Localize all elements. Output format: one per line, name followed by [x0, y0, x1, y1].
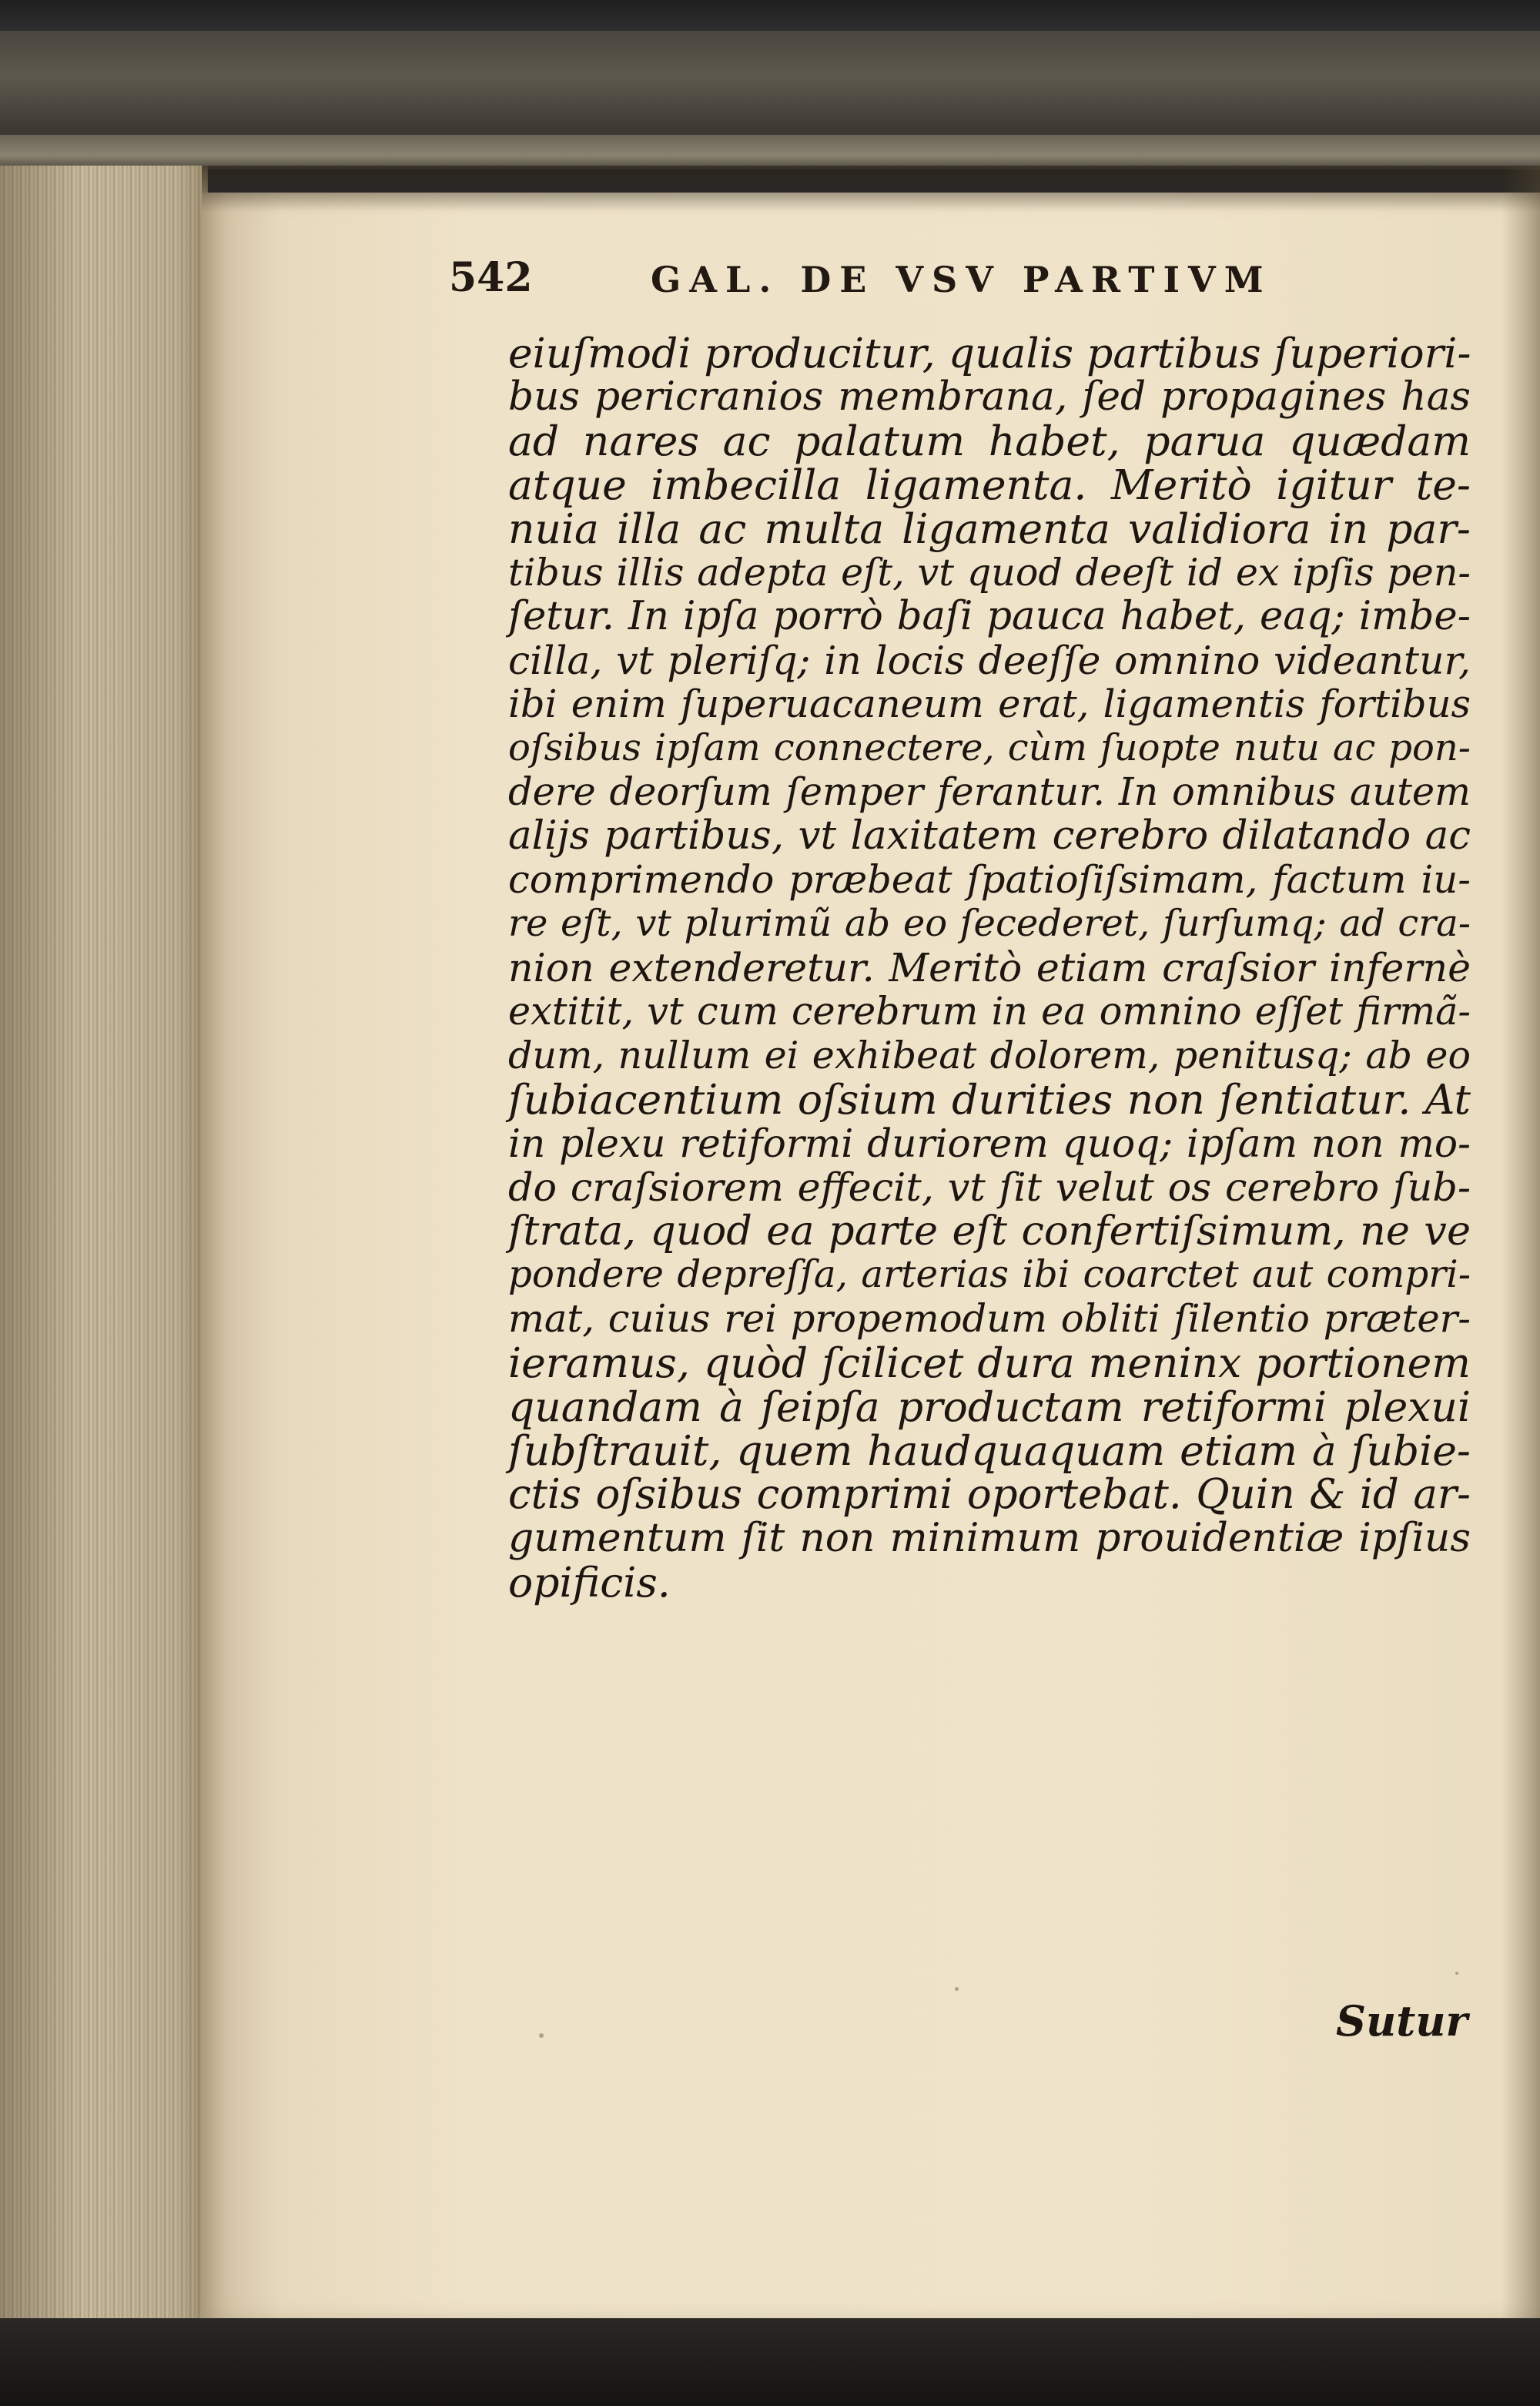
- text-line: opificis.: [508, 1558, 671, 1607]
- text-line: dere deorſum ſemper ferantur. In omnibus autem: [508, 769, 1471, 814]
- text-line: nion extenderetur. Meritò etiam craſsior infernè: [508, 945, 1471, 990]
- page-curl-shadow: [1502, 166, 1540, 2322]
- text-line: ſubiacentium oſsium durities non ſentiatur. At: [508, 1075, 1471, 1124]
- cover-edge: [0, 135, 1540, 169]
- page-number: 542: [449, 254, 533, 301]
- text-line: ibi enim ſuperuacaneum erat, ligamentis fortibus: [508, 682, 1471, 726]
- catchword: Sutur: [1336, 1996, 1468, 2046]
- text-line: ſtrata, quod ea parte eſt confertiſsimum, ne ve: [508, 1208, 1471, 1255]
- text-line: eiuſmodi producitur, qualis partibus ſuperiori-: [508, 329, 1471, 377]
- text-line: ſubſtrauit, quem haudquaquam etiam à ſubie-: [508, 1426, 1471, 1475]
- text-line: tibus illis adepta eſt, vt quod deeſt id ex ipſis pen-: [508, 550, 1471, 595]
- text-line: oſsibus ipſam connectere, cùm ſuopte nutu ac pon-: [508, 726, 1471, 769]
- page-header: [449, 254, 1342, 316]
- text-line: ſetur. In ipſa porrò baſi pauca habet, eaq; imbe-: [508, 593, 1471, 639]
- page-edges-shade: [0, 166, 208, 2322]
- text-line: in plexu retiformi duriorem quoq; ipſam non mo-: [508, 1121, 1471, 1166]
- ink-speck: [1455, 1972, 1458, 1975]
- text-line: pondere depreſſa, arterias ibi coarctet aut compri-: [508, 1253, 1471, 1296]
- text-line: atque imbecilla ligamenta. Meritò igitur te-: [508, 461, 1471, 509]
- text-line: cilla, vt pleriſq; in locis deeſſe omnino videantur,: [508, 638, 1471, 683]
- text-line: mat, cuius rei propemodum obliti ſilentio præter-: [508, 1296, 1471, 1341]
- text-line: quandam à ſeipſa productam retiformi plexui: [508, 1382, 1471, 1431]
- text-line: ieramus, quòd ſcilicet dura meninx portionem: [508, 1339, 1471, 1387]
- text-line: ctis oſsibus comprimi oportebat. Quin & id ar-: [508, 1471, 1471, 1518]
- text-line: ad nares ac palatum habet, parua quædam: [508, 417, 1471, 465]
- text-line: gumentum ſit non minimum prouidentiæ ipſius: [508, 1515, 1471, 1561]
- ink-speck: [955, 1987, 959, 1991]
- running-head: GAL. DE VSV PARTIVM: [651, 259, 1272, 300]
- text-line: dum, nullum ei exhibeat dolorem, penitusq; ab eo: [508, 1033, 1471, 1077]
- text-line: bus pericranios membrana, ſed propagines has: [508, 374, 1471, 420]
- text-line: comprimendo præbeat ſpatioſiſsimam, factum iu-: [508, 857, 1471, 902]
- text-line: extitit, vt cum cerebrum in ea omnino eſſet firmã-: [508, 989, 1471, 1034]
- ink-speck: [539, 2033, 544, 2038]
- text-line: nuia illa ac multa ligamenta validiora in par-: [508, 504, 1471, 553]
- text-line: re eſt, vt plurimũ ab eo ſecederet, ſurſumq; ad cra-: [508, 902, 1471, 945]
- body-text: [508, 329, 1471, 1607]
- page-top-shadow: [202, 166, 1540, 212]
- background-bottom: [0, 2318, 1540, 2406]
- text-line: do craſsiorem effecit, vt ſit velut os cerebro ſub-: [508, 1164, 1471, 1210]
- text-line: alijs partibus, vt laxitatem cerebro dilatando ac: [508, 813, 1471, 859]
